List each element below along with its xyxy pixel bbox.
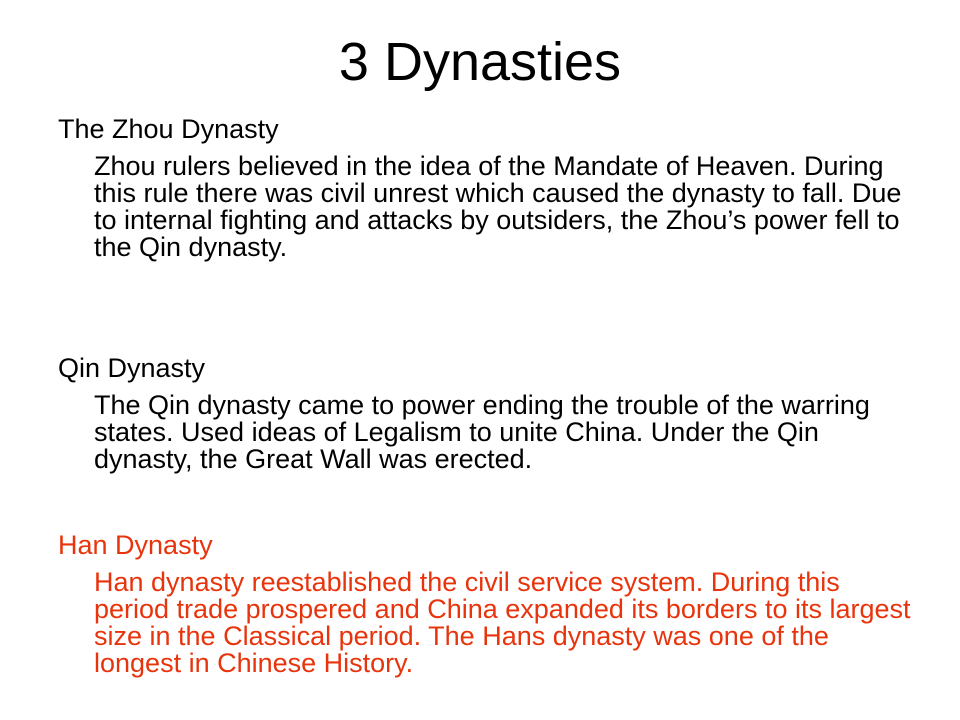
section-body: The Qin dynasty came to power ending the trouble of the warring states. Used ideas of Legalism to unite China. Under the Qin dynasty, the Great Wall was erected. — [94, 390, 870, 474]
section-heading: Qin Dynasty — [58, 353, 206, 383]
section-qin-dynasty — [58, 352, 918, 473]
section-zhou-dynasty — [58, 113, 918, 261]
section-body: Han dynasty reestablished the civil service system. During this period trade prospered and China expanded its borders to its largest size in the Classical period. The Hans dynasty was one of the longest in Chinese History. — [94, 567, 911, 678]
section-heading: Han Dynasty — [58, 530, 213, 560]
section-han-dynasty — [58, 529, 918, 677]
section-body: Zhou rulers believed in the idea of the Mandate of Heaven. During this rule there was civil unrest which caused the dynasty to fall. Due to internal fighting and attacks by outsiders, the Zhou’s power fell to the Qin dynasty. — [94, 151, 902, 262]
slide-title: 3 Dynasties — [338, 32, 622, 92]
section-heading: The Zhou Dynasty — [58, 114, 279, 144]
